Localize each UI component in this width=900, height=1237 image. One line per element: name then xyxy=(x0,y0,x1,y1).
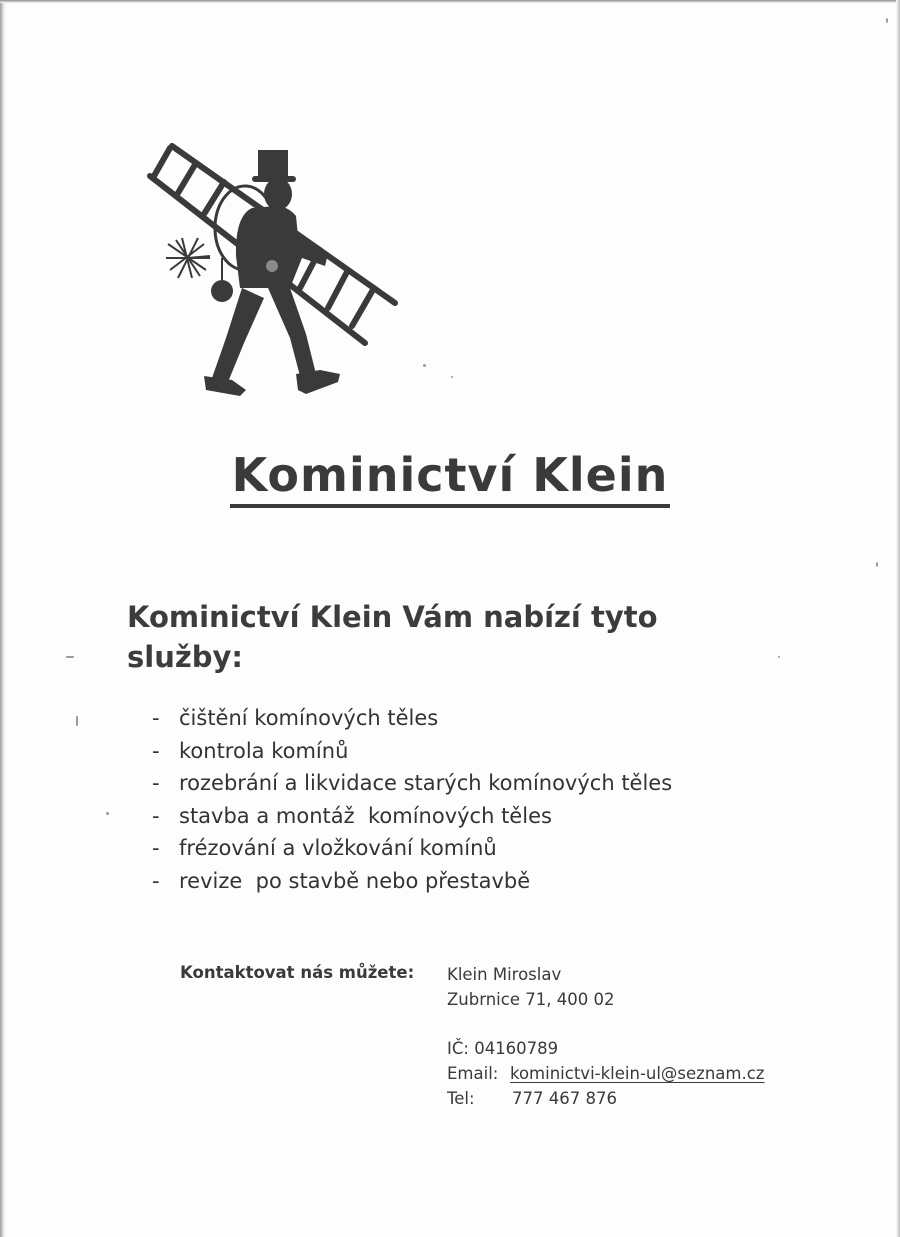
contact-address: Zubrnice 71, 400 02 xyxy=(447,990,615,1009)
email-label: Email: xyxy=(447,1064,499,1083)
list-dash: - xyxy=(152,803,160,828)
list-item xyxy=(152,767,672,800)
scan-edge-left xyxy=(0,0,6,1237)
chimney-sweep-icon xyxy=(140,138,410,408)
scan-speck xyxy=(66,656,74,658)
service-text: frézování a vložkování komínů xyxy=(179,836,497,861)
contact-label: Kontaktovat nás můžete: xyxy=(180,963,415,982)
contact-tel-row xyxy=(447,1086,764,1111)
contact-details xyxy=(447,962,764,1111)
list-dash: - xyxy=(152,738,160,763)
contact-ic: IČ: 04160789 xyxy=(447,1039,559,1058)
scan-speck xyxy=(423,364,426,367)
scan-speck xyxy=(886,18,888,23)
service-text: rozebrání a likvidace starých komínových těles xyxy=(179,771,673,796)
scan-speck xyxy=(76,716,78,726)
service-text: revize po stavbě nebo přestavbě xyxy=(179,868,531,893)
list-dash: - xyxy=(152,771,160,796)
page-title xyxy=(0,448,900,508)
scan-edge-right xyxy=(896,0,900,1237)
list-dash: - xyxy=(152,706,160,730)
page-title-text: Kominictví Klein xyxy=(230,449,671,508)
tel-number: 777 467 876 xyxy=(512,1089,617,1108)
scan-edge-top xyxy=(0,0,900,3)
service-text: kontrola komínů xyxy=(179,738,349,763)
list-dash: - xyxy=(152,868,160,893)
list-dash: - xyxy=(152,836,160,861)
chimney-brush-icon xyxy=(166,238,210,278)
scan-speck xyxy=(106,812,109,815)
contact-email-row xyxy=(447,1061,764,1086)
email-link[interactable]: kominictvi-klein-ul@seznam.cz xyxy=(510,1064,765,1083)
list-item xyxy=(152,865,672,898)
service-text: čištění komínových těles xyxy=(179,706,439,730)
tel-label: Tel: xyxy=(447,1089,475,1108)
services-intro: Kominictví Klein Vám nabízí tyto služby: xyxy=(127,600,658,674)
contact-spacer xyxy=(447,1012,764,1036)
services-list xyxy=(152,702,672,898)
list-item xyxy=(152,735,672,768)
list-item xyxy=(152,800,672,833)
scan-speck xyxy=(876,562,878,567)
scan-speck xyxy=(451,376,453,378)
scan-speck xyxy=(778,656,780,658)
list-item xyxy=(152,832,672,865)
contact-name: Klein Miroslav xyxy=(447,965,562,984)
service-text: stavba a montáž komínových těles xyxy=(179,803,552,828)
list-item xyxy=(152,702,672,735)
